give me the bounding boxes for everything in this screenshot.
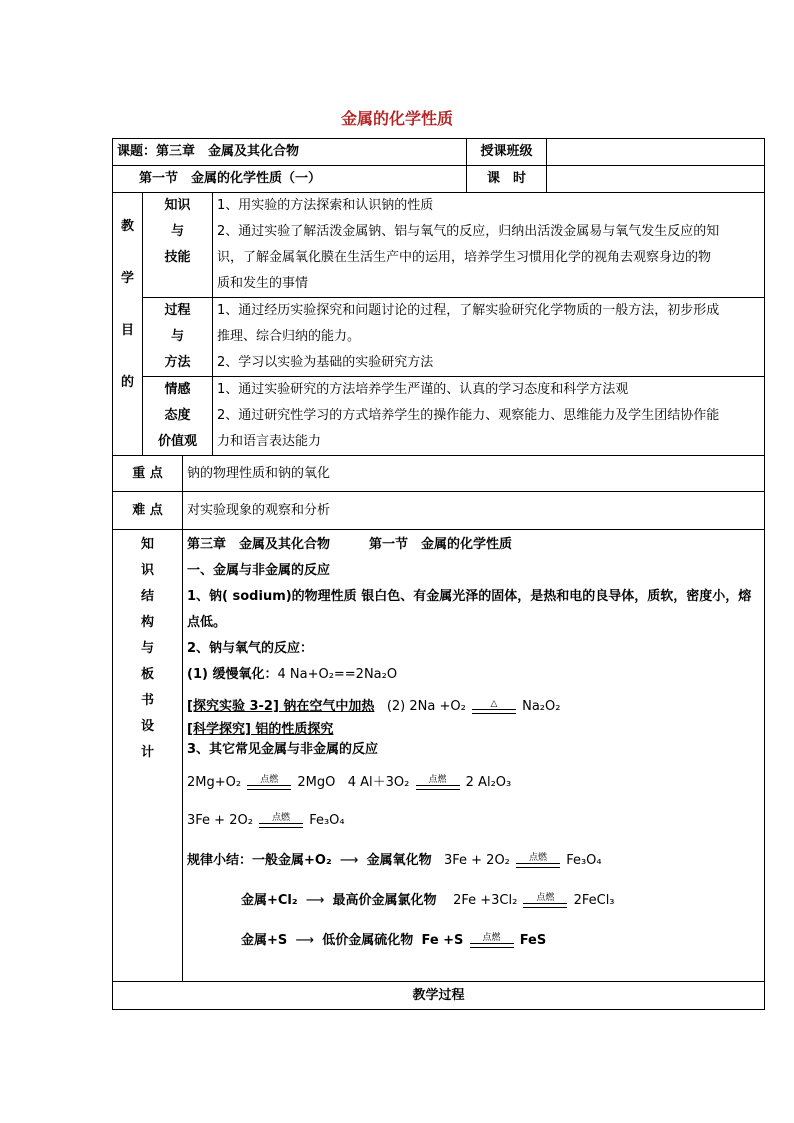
experiment-line: [探究实验 3-2] 钠在空气中加热 (2) 2Na +O₂ △ Na₂O₂ [187,699,561,714]
goal-text-process: 1、通过经历实验探究和问题讨论的过程，了解实验研究化学物质的一般方法，初步形成 推理、综合归纳的能力。 2、学习以实验为基础的实验研究方法 [213,298,765,377]
board-s4: 3、其它常见金属与非金属的反应 [187,742,379,757]
slow-oxidation: (1) 缓慢氧化：4 Na+O₂==2Na₂O [187,667,398,682]
fe-o2-equation: 3Fe + 2O₂ 点燃 Fe₃O₄ [187,813,345,828]
mg-al-equations: 2Mg+O₂ 点燃 2MgO 4 Al＋3O₂ 点燃 2 Al₂O₃ [187,775,512,790]
goal-text-knowledge: 1、用实验的方法探索和认识钠的性质 2、通过实验了解活泼金属钠、铝与氧气的反应，归纳出活泼金属易与氧气发生反应的知 识，了解金属氧化膜在生活生产中的运用，培养学生习惯用化学的视角去观察身边的物 质和发生的事情 [213,193,765,298]
board-heading: 第三章 金属及其化合物 第一节 金属的化学性质 [187,537,513,552]
board-content [183,530,765,982]
section-cell: 第一节 金属的化学性质（一） [113,166,467,193]
sulfur-rule: 金属+S ⟶ 低价金属硫化物 Fe +S 点燃 FeS [187,928,760,954]
key-point-label: 重 点 [113,456,183,492]
goal-label-attitude: 情感 态度 价值观 [143,377,213,456]
goal-text-attitude: 1、通过实验研究的方法培养学生严谨的、认真的学习态度和科学方法观 2、通过研究性学习的方式培养学生的操作能力、观察能力、思维能力及学生团结协作能 力和语言表达能力 [213,377,765,456]
topic-cell: 课题：第三章 金属及其化合物 [113,139,467,166]
goal-label-process: 过程 与 方法 [143,298,213,377]
board-s1: 一、金属与非金属的反应 [187,563,331,578]
arrow-icon: ⟶ [305,893,325,908]
teaching-process-header: 教学过程 [113,982,765,1010]
difficulty-text: 对实验现象的观察和分析 [183,492,765,530]
chlorine-rule: 金属+Cl₂ ⟶ 最高价金属氯化物 2Fe +3Cl₂ 点燃 2FeCl₃ [187,888,760,914]
class-value [547,139,765,166]
goal-label-knowledge: 知识 与 技能 [143,193,213,298]
board-s3: 2、钠与氧气的反应： [187,641,314,656]
key-point-text: 钠的物理性质和钠的氧化 [183,456,765,492]
rule-summary: 规律小结：一般金属+O₂ ⟶ 金属氧化物 3Fe + 2O₂ 点燃 Fe₃O₄ [187,848,760,874]
arrow-icon: ⟶ [339,853,359,868]
lesson-plan-table [112,138,765,1010]
document-title: 金属的化学性质 [340,109,453,128]
hours-value [547,166,765,193]
science-explore: [科学探究] 铝的性质探究 [187,722,334,737]
class-label: 授课班级 [467,139,547,166]
arrow-icon: ⟶ [295,933,315,948]
hours-label: 课 时 [467,166,547,193]
difficulty-label: 难 点 [113,492,183,530]
board-s2: 1、钠( sodium)的物理性质 银白色、有金属光泽的固体，是热和电的良导体，质软，密度小，熔点低。 [187,589,752,630]
board-side-label: 知 识 结 构 与 板 书 设 计 [113,530,183,982]
goals-side-label: 教 学 目 的 [113,193,143,456]
